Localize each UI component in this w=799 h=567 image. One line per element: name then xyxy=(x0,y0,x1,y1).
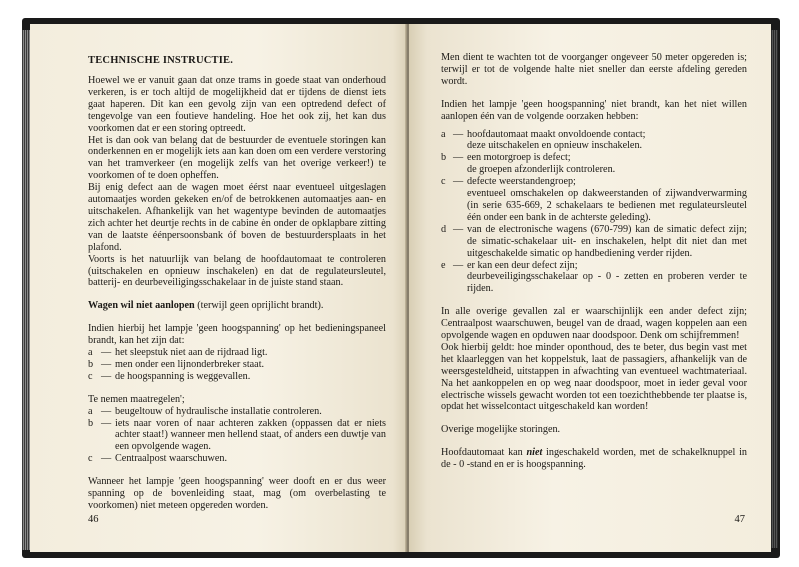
list-dash: — xyxy=(101,453,112,465)
page-edges-left xyxy=(22,30,30,550)
list-key: a xyxy=(441,128,446,140)
list-key: d xyxy=(441,223,447,235)
list-text: het sleepstuk niet aan de rijdraad ligt. xyxy=(115,347,268,359)
list-text: beugeltouw of hydraulische installatie controleren. xyxy=(115,405,322,417)
list-dash: — xyxy=(453,152,464,164)
left-intro-3: Te nemen maatregelen'; xyxy=(88,393,185,405)
causes-list xyxy=(441,129,747,296)
list-dash: — xyxy=(453,128,464,140)
subheading-bold: Wagen wil niet aanlopen xyxy=(88,300,195,312)
list-dash: — xyxy=(101,370,112,382)
list-item xyxy=(88,371,386,383)
list-item xyxy=(88,453,386,465)
right-paragraph-2: In alle overige gevallen zal er waarschijnlijk een ander defect zijn; Centraalpost waarschuwen, beugel van de draad, wagen koppelen aan een opvolgende wagen en opduwen naar doodspoor. Denk om schijfremmen! xyxy=(441,306,747,342)
list-text: hoofdautomaat maakt onvoldoende contact; xyxy=(467,128,646,140)
list-continuation: deze uitschakelen en opnieuw inschakelen. xyxy=(467,140,643,152)
list-text: er kan een deur defect zijn; xyxy=(467,259,578,271)
list-key: b xyxy=(88,358,94,370)
list-continuation: eventueel omschakelen op dakweerstanden of zijwandverwarming (in serie 635-669, 2 schakelaars te bedienen met regulateursleutel één onder een bank in de achterste geleding). xyxy=(467,188,747,223)
cause-list xyxy=(88,347,386,383)
list-key: a xyxy=(88,405,93,417)
left-paragraph-3: Bij enig defect aan de wagen moet éérst naar eventueel uitgeslagen automaatjes worden gekeken en/of de betrokkenen automaatjes aan- en uitschakelen. Afhankelijk van het wagentype bevinden de automaatjes zich achter het deurtje rechts in de cabine èn onder de opklapbare zitting van de laatste éénpersoonsbank óf boven de bestuurdersplaats in het plafond. xyxy=(88,182,386,253)
list-dash: — xyxy=(101,347,112,359)
list-text: Centraalpost waarschuwen. xyxy=(115,453,228,465)
right-paragraph-5 xyxy=(441,447,747,471)
measures-list xyxy=(88,406,386,466)
page-edges-right xyxy=(771,30,778,548)
list-text: van de electronische wagens (670-799) kan de simatic defect zijn; de simatic-schakelaar uit- en inschakelen, helpt dit niet dan met uitgeschakelde simatic op handbediening verder rijden. xyxy=(467,223,747,259)
section-heading: TECHNISCHE INSTRUCTIE. xyxy=(88,55,234,66)
list-dash: — xyxy=(453,176,464,188)
list-key: a xyxy=(88,347,93,359)
right-paragraph-1: Men dient te wachten tot de voorganger ongeveer 50 meter opgereden is; terwijl er tot de volgende halte niet sneller dan eerste afdeling gereden wordt. xyxy=(441,52,747,87)
list-key: c xyxy=(88,453,93,465)
list-continuation: deurbeveiligingsschakelaar op - 0 - zetten en proberen verder te rijden. xyxy=(467,271,747,295)
list-item xyxy=(441,260,747,272)
para5-part-a: Hoofdautomaat kan xyxy=(441,447,527,459)
list-item xyxy=(441,152,747,164)
list-item xyxy=(88,347,386,359)
list-key: b xyxy=(441,152,447,164)
subheading xyxy=(88,300,386,312)
list-text: men onder een lijnonderbreker staat. xyxy=(115,358,265,370)
list-key: c xyxy=(441,176,446,188)
subheading-rest: (terwijl geen oprijlicht brandt). xyxy=(194,300,324,312)
left-paragraph-5: Wanneer het lampje 'geen hoogspanning' weer dooft en er dus weer spanning op de bovenleiding staat, mag (om overbelasting te voorkomen) niet meteen opgereden worden. xyxy=(88,476,386,511)
left-paragraph-4: Voorts is het natuurlijk van belang de hoofdautomaat te controleren (uitschakelen en opnieuw inschakelen) en dat de regulateursleutel, batterij- en deurbeveiligingsschakelaar in de juiste stand staan. xyxy=(88,253,386,289)
list-dash: — xyxy=(101,358,112,370)
right-paragraph-3: Ook hierbij geldt: hoe minder oponthoud, des te beter, dus begin vast met het klaarleggen van het koppelstuk, laat de passagiers, afhankelijk van de weersgesteldheid, uitstappen in afwachting van eventueel wachtmateriaal. Na het aankoppelen en op weg naar doodspoor, moet in ieder geval voor electrische wissels gewacht worden tot een toezichthebbende ter plaatse is, opdat het wisselcontact uitgeschakeld kan worden! xyxy=(441,341,747,413)
list-item xyxy=(441,176,747,188)
left-page xyxy=(30,24,408,552)
right-paragraph-4: Overige mogelijke storingen. xyxy=(441,424,561,436)
list-item xyxy=(441,129,747,141)
list-item xyxy=(88,418,386,454)
list-text: iets naar voren of naar achteren zakken (oppassen dat er niets achter staat!) wanneer men hellend staat, of anders een duwtje van een opvolgende wagen. xyxy=(115,417,386,453)
para5-part-b: ingeschakeld worden, met de schakelknuppel in de - 0 -stand en er is hoogspanning. xyxy=(441,447,748,471)
list-key: c xyxy=(88,370,93,382)
list-item xyxy=(88,359,386,371)
right-page xyxy=(409,24,771,552)
para5-emphasis: niet xyxy=(526,447,543,459)
list-dash: — xyxy=(101,417,112,429)
list-text: de hoogspanning is weggevallen. xyxy=(115,370,251,382)
list-text: defecte weerstandengroep; xyxy=(467,176,576,188)
list-dash: — xyxy=(453,259,464,271)
list-key: e xyxy=(441,259,446,271)
list-key: b xyxy=(88,417,94,429)
list-dash: — xyxy=(101,405,112,417)
left-paragraph-1: Hoewel we er vanuit gaan dat onze trams in goede staat van onderhoud verkeren, is er toch altijd de mogelijkheid dat er tijdens de dienst iets gaat haperen. Dit kan een gevolg zijn van een optredend defect of tengevolge van een foutieve handeling. Hoe het ook zij, het kan dus voorkomen dat er een storing optreedt. xyxy=(88,75,386,134)
right-intro: Indien het lampje 'geen hoogspanning' niet brandt, kan het niet willen aanlopen één van de volgende oorzaken hebben: xyxy=(441,98,747,122)
list-continuation: de groepen afzonderlijk controleren. xyxy=(467,164,616,176)
page-number-left: 46 xyxy=(88,514,99,526)
left-paragraph-2: Het is dan ook van belang dat de bestuurder de eventuele storingen kan onderkennen en er mogelijk iets aan kan doen om een verdere verstoring van het tramverkeer (en mogelijk zelfs van het overige verkeer!) te voorkomen of te doen opheffen. xyxy=(88,134,386,182)
list-item xyxy=(441,224,747,260)
page-number-right: 47 xyxy=(734,514,745,526)
left-intro-2: Indien hierbij het lampje 'geen hoogspanning' op het bedieningspaneel brandt, kan het zijn dat: xyxy=(88,323,386,347)
list-dash: — xyxy=(453,223,464,235)
list-text: een motorgroep is defect; xyxy=(467,152,571,164)
list-item xyxy=(88,406,386,418)
